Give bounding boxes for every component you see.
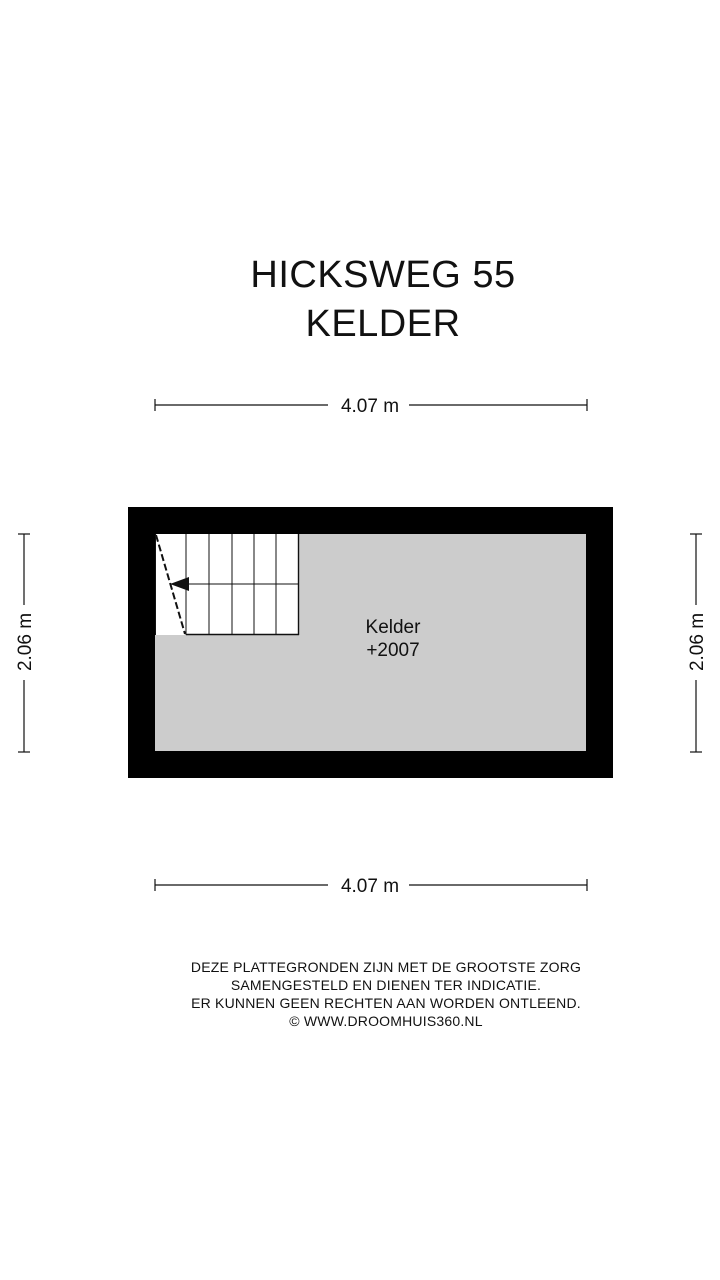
disclaimer-line: DEZE PLATTEGRONDEN ZIJN MET DE GROOTSTE ZORG <box>190 959 582 975</box>
right-dimension-label: 2.06 m <box>687 612 708 672</box>
plan-subtitle: KELDER <box>305 303 461 345</box>
disclaimer-line: SAMENGESTELD EN DIENEN TER INDICATIE. <box>230 977 542 993</box>
right-dimension <box>687 534 708 752</box>
staircase <box>155 534 299 635</box>
top-dimension <box>155 396 587 417</box>
left-dimension-label: 2.06 m <box>15 612 36 672</box>
copyright-line: © WWW.DROOMHUIS360.NL <box>289 1013 483 1029</box>
bottom-dimension-label: 4.07 m <box>340 876 400 897</box>
top-dimension-label: 4.07 m <box>340 396 400 417</box>
room-name-label: Kelder <box>365 617 421 638</box>
left-dimension <box>15 534 36 752</box>
room-level-label: +2007 <box>366 640 420 661</box>
disclaimer <box>0 958 720 1030</box>
bottom-dimension <box>155 876 587 897</box>
plan-title: HICKSWEG 55 <box>250 254 516 296</box>
disclaimer-line: ER KUNNEN GEEN RECHTEN AAN WORDEN ONTLEEND. <box>191 995 581 1011</box>
